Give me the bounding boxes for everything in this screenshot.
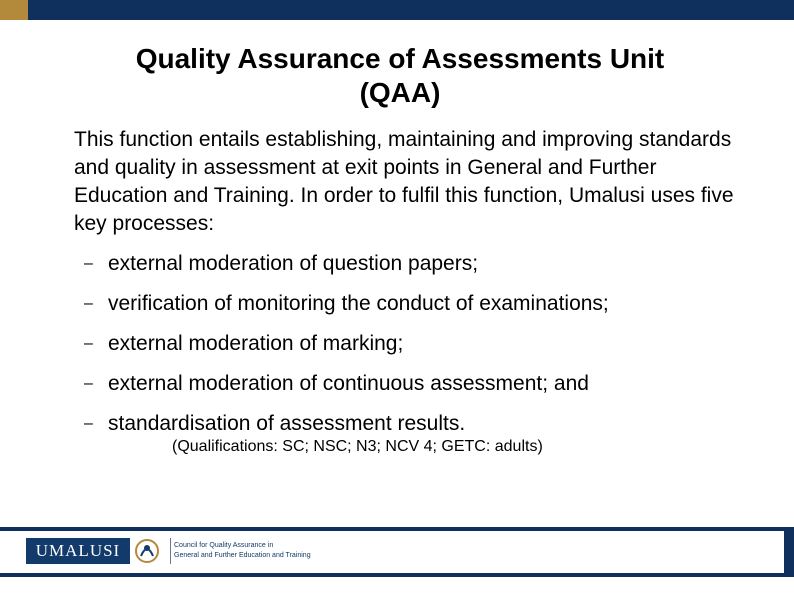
list-item-text: verification of monitoring the conduct of examinations; xyxy=(108,292,609,315)
qualifications-note: (Qualifications: SC; NSC; N3; NCV 4; GETC: adults) xyxy=(172,438,543,455)
list-item-text: external moderation of marking; xyxy=(108,332,404,355)
footer-divider xyxy=(170,538,171,564)
top-bar xyxy=(0,0,794,20)
logo-text: UMALUSI xyxy=(35,541,121,560)
footer-edge-bar xyxy=(784,527,794,577)
footer-caption xyxy=(174,541,311,561)
bullet-dash: – xyxy=(84,295,93,312)
footer-caption-line-2: General and Further Education and Training xyxy=(174,552,311,559)
footer-caption-line-1: Council for Quality Assurance in xyxy=(174,542,274,549)
bullet-dash: – xyxy=(84,335,93,352)
title-line-1: Quality Assurance of Assessments Unit xyxy=(135,43,665,74)
title-line-2: (QAA) xyxy=(359,77,441,108)
intro-paragraph: This function entails establishing, maintaining and improving standards and quality in assessment at exit points in General and Further Education and Training. In order to fulfil this function, Umalusi uses five key processes: xyxy=(74,128,734,235)
umalusi-emblem-icon xyxy=(132,536,162,566)
umalusi-logo xyxy=(26,538,130,564)
bullet-dash: – xyxy=(84,255,93,272)
footer-rule-top xyxy=(0,527,794,531)
list-item-text: external moderation of question papers; xyxy=(108,252,479,275)
footer-rule-bottom xyxy=(0,573,794,577)
list-item-text: external moderation of continuous assessment; and xyxy=(108,372,589,395)
bullet-dash: – xyxy=(84,375,93,392)
slide-title xyxy=(40,42,760,110)
list-item-text: standardisation of assessment results. xyxy=(108,412,466,435)
top-accent xyxy=(0,0,28,20)
bullet-dash: – xyxy=(84,415,93,432)
